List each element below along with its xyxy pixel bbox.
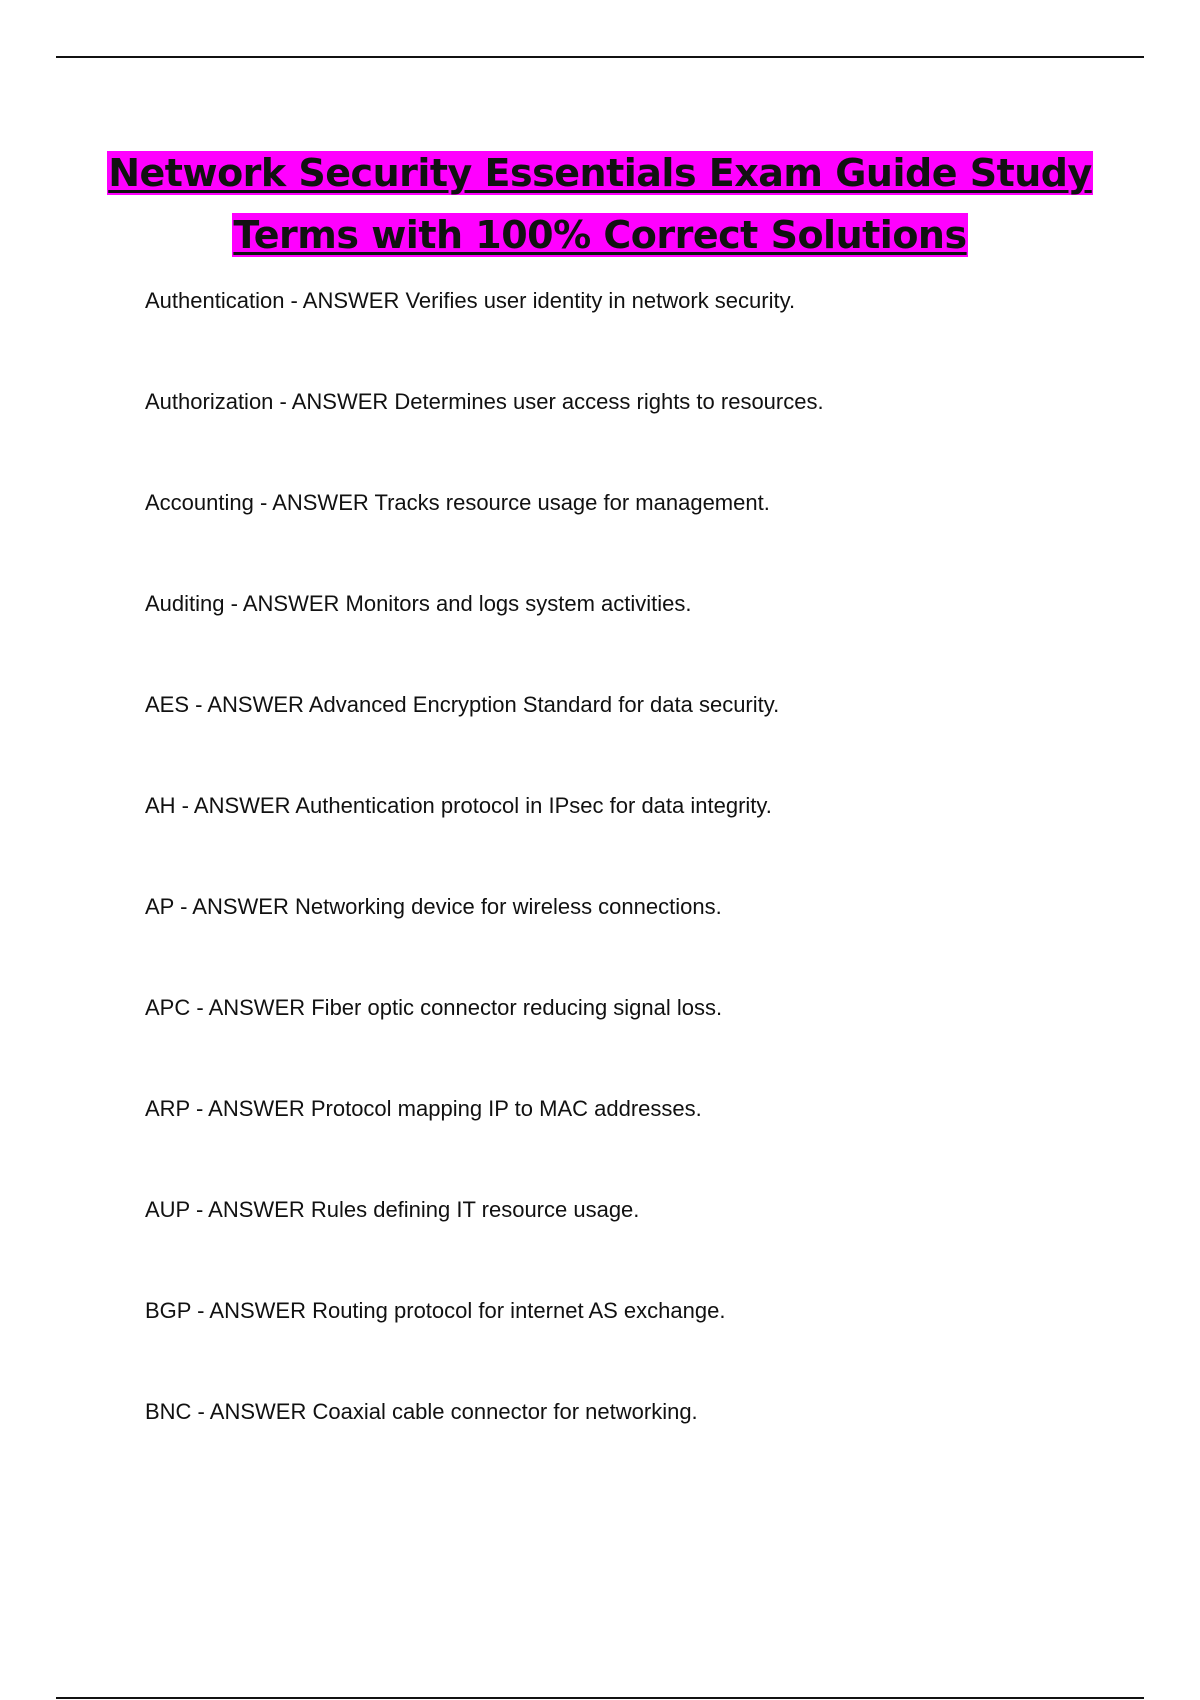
term-entry-ap: AP - ANSWER Networking device for wireless connections. xyxy=(145,894,722,919)
term-entry-bnc: BNC - ANSWER Coaxial cable connector for networking. xyxy=(145,1399,698,1424)
term-entry-accounting: Accounting - ANSWER Tracks resource usage for management. xyxy=(145,490,770,515)
document-title xyxy=(60,142,1140,266)
term-entry-apc: APC - ANSWER Fiber optic connector reducing signal loss. xyxy=(145,995,723,1020)
title-line-1: Network Security Essentials Exam Guide Study xyxy=(108,151,1092,195)
term-entry-authorization: Authorization - ANSWER Determines user access rights to resources. xyxy=(145,389,824,414)
header-rule xyxy=(56,56,1144,58)
term-entry-arp: ARP - ANSWER Protocol mapping IP to MAC addresses. xyxy=(145,1096,702,1121)
term-entry-auditing: Auditing - ANSWER Monitors and logs system activities. xyxy=(145,591,692,616)
term-entry-aes: AES - ANSWER Advanced Encryption Standard for data security. xyxy=(145,692,780,717)
term-entry-aup: AUP - ANSWER Rules defining IT resource usage. xyxy=(145,1197,640,1222)
term-entry-bgp: BGP - ANSWER Routing protocol for internet AS exchange. xyxy=(145,1298,726,1323)
title-line-2: Terms with 100% Correct Solutions xyxy=(233,213,967,257)
term-entry-ah: AH - ANSWER Authentication protocol in IPsec for data integrity. xyxy=(145,793,772,818)
study-terms-list xyxy=(145,284,1105,1496)
term-entry-authentication: Authentication - ANSWER Verifies user identity in network security. xyxy=(145,288,796,313)
footer-rule xyxy=(56,1697,1144,1699)
